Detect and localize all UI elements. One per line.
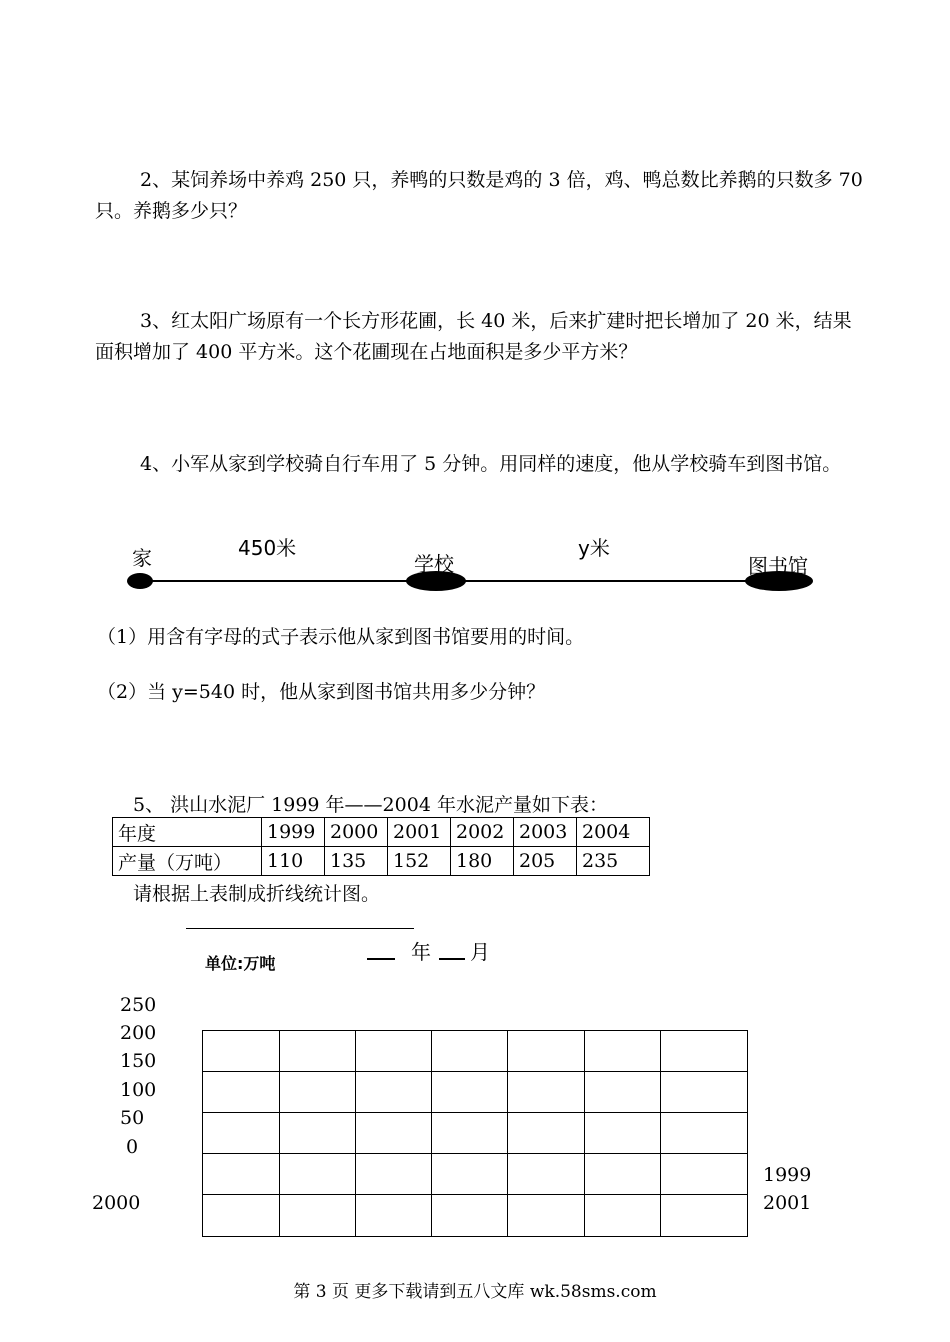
grid-cell bbox=[280, 1031, 356, 1072]
table-cell: 1999 bbox=[262, 818, 325, 847]
y-tick-label: 200 bbox=[120, 1022, 157, 1044]
grid-cell bbox=[280, 1154, 356, 1195]
y-tick-label: 100 bbox=[120, 1079, 157, 1101]
grid-cell bbox=[356, 1113, 432, 1154]
year-label: 年 bbox=[411, 940, 431, 964]
grid-cell bbox=[280, 1195, 356, 1236]
grid-cell bbox=[585, 1195, 661, 1236]
grid-cell bbox=[356, 1154, 432, 1195]
grid-cell bbox=[432, 1154, 508, 1195]
x-tick-label: 1999 bbox=[763, 1164, 812, 1186]
grid-cell bbox=[585, 1031, 661, 1072]
y-tick-label: 0 bbox=[126, 1136, 139, 1158]
table-row bbox=[113, 847, 650, 876]
page-footer: 第 3 页 更多下载请到五八文库 wk.58sms.com bbox=[293, 1282, 657, 1302]
table-cell: 2001 bbox=[388, 818, 451, 847]
grid-cell bbox=[203, 1031, 280, 1072]
production-table bbox=[112, 817, 650, 876]
grid-cell bbox=[203, 1072, 280, 1113]
table-cell: 2002 bbox=[451, 818, 514, 847]
library-label: 图书馆 bbox=[748, 554, 808, 578]
question-4-sub-2: （2）当 y=540 时，他从家到图书馆共用多少分钟？ bbox=[97, 681, 546, 703]
y-tick-label: 50 bbox=[120, 1107, 145, 1129]
grid-cell bbox=[203, 1195, 280, 1236]
grid-cell bbox=[508, 1195, 585, 1236]
table-cell: 产量（万吨） bbox=[113, 847, 262, 876]
table-cell: 235 bbox=[577, 847, 650, 876]
grid-cell bbox=[508, 1031, 585, 1072]
distance-home-school: 450米 bbox=[238, 536, 297, 560]
month-blank bbox=[439, 958, 465, 960]
grid-cell bbox=[280, 1072, 356, 1113]
table-cell: 2000 bbox=[325, 818, 388, 847]
question-5-intro: 5、 洪山水泥厂 1999 年——2004 年水泥产量如下表： bbox=[133, 794, 608, 816]
grid-cell bbox=[661, 1154, 747, 1195]
home-label: 家 bbox=[132, 546, 152, 570]
grid-cell bbox=[432, 1113, 508, 1154]
table-cell: 110 bbox=[262, 847, 325, 876]
table-cell: 205 bbox=[514, 847, 577, 876]
question-4-sub-1: （1）用含有字母的式子表示他从家到图书馆要用的时间。 bbox=[97, 626, 585, 648]
year-blank bbox=[367, 958, 395, 960]
grid-cell bbox=[585, 1113, 661, 1154]
route-line bbox=[140, 580, 810, 582]
chart-grid bbox=[202, 1030, 748, 1237]
school-label: 学校 bbox=[414, 552, 454, 576]
grid-cell bbox=[356, 1072, 432, 1113]
grid-cell bbox=[432, 1031, 508, 1072]
grid-cell bbox=[508, 1113, 585, 1154]
grid-cell bbox=[356, 1195, 432, 1236]
route-diagram bbox=[120, 530, 840, 600]
table-cell: 年度 bbox=[113, 818, 262, 847]
grid-cell bbox=[280, 1113, 356, 1154]
question-4: 4、小军从家到学校骑自行车用了 5 分钟。用同样的速度，他从学校骑车到图书馆。 bbox=[140, 453, 842, 475]
table-cell: 2003 bbox=[514, 818, 577, 847]
question-3: 3、红太阳广场原有一个长方形花圃，长 40 米，后来扩建时把长增加了 20 米，结果面积增加了 400 平方米。这个花圃现在占地面积是多少平方米？ bbox=[95, 310, 852, 363]
month-label: 月 bbox=[470, 940, 490, 964]
table-cell: 2004 bbox=[577, 818, 650, 847]
table-cell: 135 bbox=[325, 847, 388, 876]
grid-cell bbox=[585, 1154, 661, 1195]
grid-cell bbox=[661, 1031, 747, 1072]
home-marker bbox=[127, 573, 153, 589]
grid-cell bbox=[508, 1072, 585, 1113]
grid-cell bbox=[661, 1072, 747, 1113]
x-tick-label: 2001 bbox=[763, 1192, 812, 1214]
y-tick-label: 250 bbox=[120, 994, 157, 1016]
grid-cell bbox=[203, 1154, 280, 1195]
grid-cell bbox=[661, 1113, 747, 1154]
table-cell: 152 bbox=[388, 847, 451, 876]
question-5-instruction: 请根据上表制成折线统计图。 bbox=[133, 883, 381, 905]
table-cell: 180 bbox=[451, 847, 514, 876]
chart-unit-label: 单位:万吨 bbox=[205, 954, 276, 973]
grid-cell bbox=[661, 1195, 747, 1236]
grid-cell bbox=[432, 1072, 508, 1113]
distance-school-library: y米 bbox=[578, 536, 610, 560]
grid-cell bbox=[203, 1113, 280, 1154]
table-row bbox=[113, 818, 650, 847]
chart-title-blank bbox=[186, 928, 414, 929]
grid-cell bbox=[432, 1195, 508, 1236]
question-2: 2、某饲养场中养鸡 250 只，养鸭的只数是鸡的 3 倍，鸡、鸭总数比养鹅的只数多 70 只。养鹅多少只？ bbox=[95, 169, 863, 222]
y-tick-label: 150 bbox=[120, 1050, 157, 1072]
x-tick-label: 2000 bbox=[92, 1192, 141, 1214]
grid-cell bbox=[356, 1031, 432, 1072]
grid-cell bbox=[508, 1154, 585, 1195]
grid-cell bbox=[585, 1072, 661, 1113]
